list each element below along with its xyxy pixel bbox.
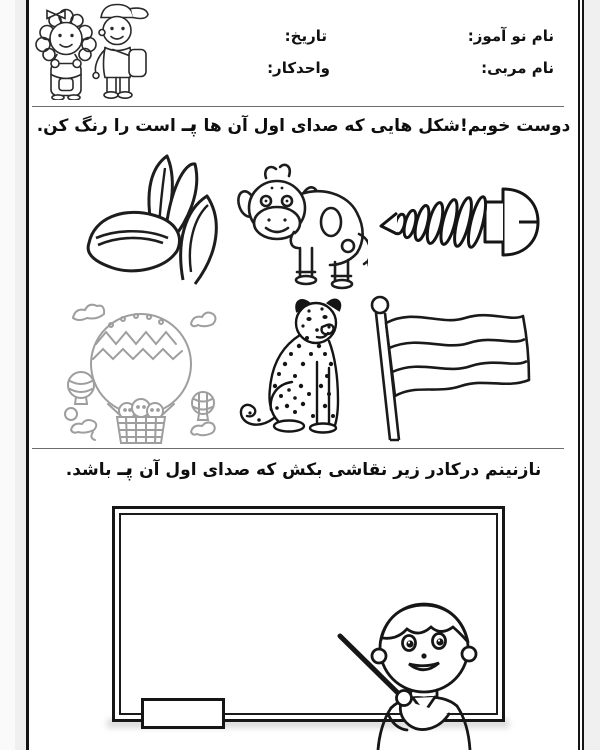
instruction-1-suffix: است را رنگ کن.	[36, 116, 182, 136]
screw-icon	[373, 182, 541, 262]
instruction-1-prefix: دوست خوبم!شکل هایی که صدای اول آن ها	[197, 116, 571, 136]
header-divider	[32, 106, 564, 107]
cow-icon	[236, 160, 368, 292]
drawing-instruction	[29, 456, 578, 483]
coloring-instruction	[29, 112, 578, 139]
cheetah-icon	[229, 296, 357, 434]
boy-with-pointer-icon	[329, 596, 489, 750]
instruction-2-prefix: نازنینم درکادر زیر نقاشی بکش که صدای اول آن	[133, 460, 542, 480]
hot-air-balloon-icon	[63, 292, 218, 448]
student-name-label: نام نو آموز:	[467, 27, 554, 45]
school-kids-icon	[33, 1, 151, 100]
target-letter-1: پـ	[181, 112, 198, 137]
target-letter-2: پـ	[117, 456, 134, 481]
worksheet-sheet	[26, 0, 584, 750]
flag-icon	[359, 292, 531, 448]
board-eraser-icon	[141, 698, 225, 729]
section-divider	[32, 448, 564, 449]
teacher-name-label: نام مربی:	[481, 59, 554, 77]
work-unit-label: واحدکار:	[267, 59, 330, 77]
date-label: تاریخ:	[284, 27, 327, 45]
instruction-2-suffix: باشد.	[65, 460, 118, 480]
pistachios-icon	[75, 146, 237, 292]
left-margin	[0, 0, 15, 750]
